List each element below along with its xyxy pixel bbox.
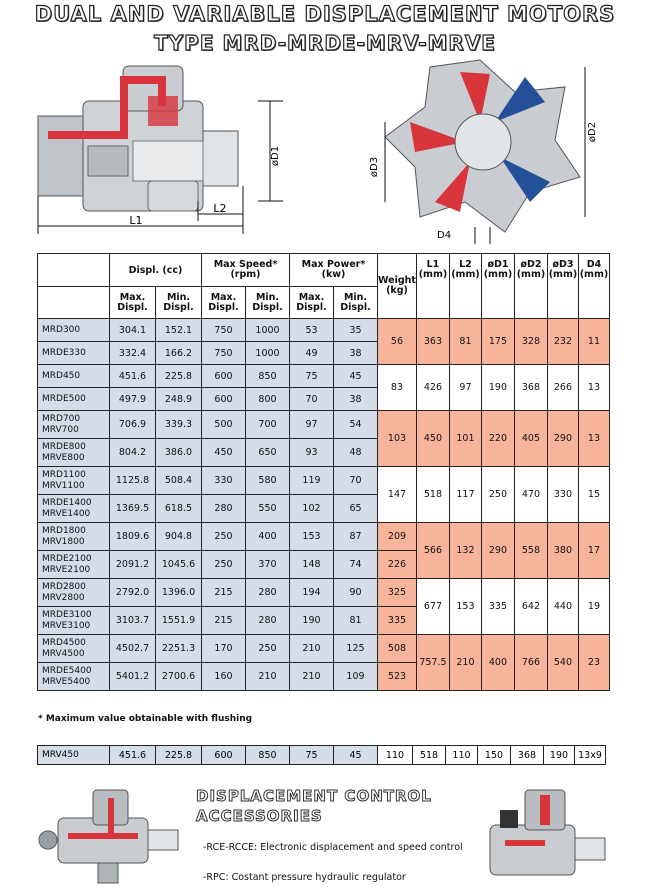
- model-name-line1: MRD1800: [42, 525, 86, 536]
- empty-header-cell: [38, 254, 110, 287]
- l2-cell: 132: [449, 523, 481, 579]
- mrv450-min-power: 45: [334, 746, 378, 765]
- page-subtitle: TYPE MRD-MRDE-MRV-MRVE: [154, 31, 496, 55]
- subheader-max-displ: [110, 287, 156, 319]
- d4-cell: 15: [578, 467, 609, 523]
- min-power-cell: 54: [334, 411, 378, 439]
- l2-cell: 81: [449, 319, 481, 365]
- header-displ: Displ. (cc): [110, 254, 202, 287]
- d2-cell: 368: [514, 365, 547, 411]
- d3-cell: 440: [547, 579, 578, 635]
- max-power-cell: 102: [290, 495, 334, 523]
- min-speed-cell: 1000: [246, 319, 290, 342]
- sub-displ: Displ.: [252, 301, 283, 313]
- min-displ-cell: 166.2: [156, 342, 202, 365]
- l1-cell: 757.5: [416, 635, 449, 691]
- max-displ-cell: 451.6: [110, 365, 156, 388]
- subheader-max-power: [290, 287, 334, 319]
- model-name: [38, 663, 110, 691]
- mrv450-weight: 110: [378, 746, 413, 765]
- model-name: [38, 467, 110, 495]
- mrv450-model: MRV450: [38, 746, 110, 765]
- subheader-max-speed: [202, 287, 246, 319]
- model-name-line2: MRV4500: [42, 648, 85, 659]
- d1-cell: 190: [481, 365, 514, 411]
- max-power-cell: 153: [290, 523, 334, 551]
- max-speed-cell: 215: [202, 579, 246, 607]
- d1-cell: 250: [481, 467, 514, 523]
- model-name: [38, 635, 110, 663]
- weight-cell: 56: [378, 319, 417, 365]
- min-power-cell: 38: [334, 342, 378, 365]
- l1-cell: 677: [416, 579, 449, 635]
- d2-cell: 470: [514, 467, 547, 523]
- model-name: [38, 523, 110, 551]
- model-name-line2: MRV1800: [42, 536, 85, 547]
- min-power-cell: 45: [334, 365, 378, 388]
- header-d3: [547, 254, 578, 319]
- max-speed-cell: 215: [202, 607, 246, 635]
- mrv450-d2: 368: [511, 746, 544, 765]
- d1-cell: 335: [481, 579, 514, 635]
- accessory-item-rce: -RCE-RCCE: Electronic displacement and speed control: [203, 842, 463, 853]
- sub-displ: Displ.: [208, 301, 239, 313]
- min-power-cell: 74: [334, 551, 378, 579]
- min-speed-cell: 400: [246, 523, 290, 551]
- header-d2-b: (mm): [516, 269, 546, 280]
- header-d3-b: (mm): [548, 269, 578, 280]
- max-displ-cell: 2792.0: [110, 579, 156, 607]
- model-name-line2: MRV1100: [42, 480, 85, 491]
- d4-cell: 13: [578, 411, 609, 467]
- min-power-cell: 81: [334, 607, 378, 635]
- mrv450-min-speed: 850: [246, 746, 290, 765]
- sub-displ: Displ.: [163, 301, 194, 313]
- d4-cell: 17: [578, 523, 609, 579]
- max-displ-cell: 804.2: [110, 439, 156, 467]
- max-power-cell: 194: [290, 579, 334, 607]
- max-power-cell: 93: [290, 439, 334, 467]
- weight-cell: 325: [378, 579, 417, 607]
- header-speed-l2: (rpm): [230, 269, 261, 280]
- max-displ-cell: 1809.6: [110, 523, 156, 551]
- header-l1: [416, 254, 449, 319]
- max-displ-cell: 1369.5: [110, 495, 156, 523]
- d3-cell: 540: [547, 635, 578, 691]
- l1-cell: 363: [416, 319, 449, 365]
- max-power-cell: 190: [290, 607, 334, 635]
- header-speed: [202, 254, 290, 287]
- mrv450-table: [37, 745, 606, 765]
- header-d2: [514, 254, 547, 319]
- max-power-cell: 97: [290, 411, 334, 439]
- header-d4: [578, 254, 609, 319]
- page-title: DUAL AND VARIABLE DISPLACEMENT MOTORS: [34, 2, 616, 26]
- label-l1: L1: [129, 214, 143, 227]
- d4-cell: 11: [578, 319, 609, 365]
- min-power-cell: 125: [334, 635, 378, 663]
- min-power-cell: 35: [334, 319, 378, 342]
- mrv450-d1: 150: [478, 746, 511, 765]
- header-power: [290, 254, 378, 287]
- model-name: [38, 411, 110, 439]
- max-power-cell: 75: [290, 365, 334, 388]
- model-name-line1: MRDE2100: [42, 553, 92, 564]
- label-d4: D4: [437, 230, 452, 241]
- d3-cell: 330: [547, 467, 578, 523]
- header-weight-l2: (kg): [386, 285, 408, 296]
- mrv450-d3: 190: [544, 746, 575, 765]
- l2-cell: 97: [449, 365, 481, 411]
- model-name: [38, 365, 110, 388]
- max-speed-cell: 750: [202, 342, 246, 365]
- min-displ-cell: 339.3: [156, 411, 202, 439]
- min-displ-cell: 1045.6: [156, 551, 202, 579]
- model-name-line1: MRD4500: [42, 637, 86, 648]
- max-displ-cell: 304.1: [110, 319, 156, 342]
- model-name: [38, 551, 110, 579]
- min-speed-cell: 1000: [246, 342, 290, 365]
- table-row: [38, 467, 610, 495]
- max-speed-cell: 500: [202, 411, 246, 439]
- max-speed-cell: 170: [202, 635, 246, 663]
- max-speed-cell: 600: [202, 365, 246, 388]
- model-name: [38, 607, 110, 635]
- footnote: * Maximum value obtainable with flushing: [38, 714, 253, 724]
- weight-cell: 147: [378, 467, 417, 523]
- model-name: [38, 579, 110, 607]
- model-name-line1: MRD450: [42, 370, 81, 381]
- d2-cell: 405: [514, 411, 547, 467]
- model-name-line1: MRDE5400: [42, 665, 92, 676]
- min-speed-cell: 280: [246, 579, 290, 607]
- max-speed-cell: 450: [202, 439, 246, 467]
- model-name-line1: MRD300: [42, 324, 81, 335]
- model-name: [38, 319, 110, 342]
- min-power-cell: 65: [334, 495, 378, 523]
- model-name-line1: MRD700: [42, 413, 81, 424]
- label-d3: øD3: [369, 156, 380, 178]
- model-name-line2: MRVE800: [42, 452, 85, 463]
- table-row: [38, 365, 610, 388]
- header-d3-a: øD3: [552, 259, 574, 270]
- mrv450-min-displ: 225.8: [156, 746, 202, 765]
- table-row: [38, 523, 610, 551]
- weight-cell: 508: [378, 635, 417, 663]
- max-speed-cell: 280: [202, 495, 246, 523]
- motor-front-view-diagram: [365, 52, 605, 244]
- mrv450-max-displ: 451.6: [110, 746, 156, 765]
- mrv450-row: [38, 746, 606, 765]
- min-power-cell: 109: [334, 663, 378, 691]
- d2-cell: 328: [514, 319, 547, 365]
- max-speed-cell: 160: [202, 663, 246, 691]
- d3-cell: 380: [547, 523, 578, 579]
- motor-housing: [38, 66, 238, 211]
- max-power-cell: 210: [290, 663, 334, 691]
- header-l2-b: (mm): [451, 269, 480, 280]
- min-displ-cell: 2700.6: [156, 663, 202, 691]
- weight-cell: 335: [378, 607, 417, 635]
- table-row: [38, 319, 610, 342]
- max-displ-cell: 2091.2: [110, 551, 156, 579]
- table-row: [38, 411, 610, 439]
- sub-min: Min.: [255, 291, 280, 303]
- min-displ-cell: 225.8: [156, 365, 202, 388]
- min-power-cell: 87: [334, 523, 378, 551]
- d2-cell: 766: [514, 635, 547, 691]
- header-d1-b: (mm): [483, 269, 513, 280]
- min-speed-cell: 210: [246, 663, 290, 691]
- motor-side-section-diagram: [8, 56, 298, 246]
- subheader-min-power: [334, 287, 378, 319]
- min-speed-cell: 800: [246, 388, 290, 411]
- l1-cell: 566: [416, 523, 449, 579]
- label-l2: L2: [213, 202, 227, 215]
- weight-cell: 523: [378, 663, 417, 691]
- d1-cell: 220: [481, 411, 514, 467]
- max-displ-cell: 4502.7: [110, 635, 156, 663]
- model-name-line1: MRDE330: [42, 347, 86, 358]
- sub-displ: Displ.: [340, 301, 371, 313]
- l2-cell: 117: [449, 467, 481, 523]
- model-name-line1: MRD2800: [42, 581, 86, 592]
- model-name-line2: MRV700: [42, 424, 79, 435]
- specs-table: [37, 253, 610, 691]
- header-d4-a: D4: [586, 259, 602, 270]
- max-displ-cell: 497.9: [110, 388, 156, 411]
- min-speed-cell: 580: [246, 467, 290, 495]
- weight-cell: 209: [378, 523, 417, 551]
- d1-cell: 400: [481, 635, 514, 691]
- model-name-line2: MRVE2100: [42, 564, 91, 575]
- d3-cell: 290: [547, 411, 578, 467]
- mrv450-max-speed: 600: [202, 746, 246, 765]
- sub-max: Max.: [210, 291, 237, 303]
- max-power-cell: 70: [290, 388, 334, 411]
- weight-cell: 226: [378, 551, 417, 579]
- min-displ-cell: 618.5: [156, 495, 202, 523]
- model-name-line1: MRDE500: [42, 393, 86, 404]
- min-displ-cell: 508.4: [156, 467, 202, 495]
- max-displ-cell: 5401.2: [110, 663, 156, 691]
- max-speed-cell: 600: [202, 388, 246, 411]
- model-name-line2: MRVE3100: [42, 620, 91, 631]
- sub-displ: Displ.: [296, 301, 327, 313]
- d4-cell: 13: [578, 365, 609, 411]
- star-body: [385, 60, 580, 232]
- min-power-cell: 38: [334, 388, 378, 411]
- model-name-line1: MRD1100: [42, 469, 86, 480]
- header-d2-a: øD2: [520, 259, 542, 270]
- model-name-line1: MRDE3100: [42, 609, 92, 620]
- min-speed-cell: 370: [246, 551, 290, 579]
- d1-cell: 175: [481, 319, 514, 365]
- d2-cell: 558: [514, 523, 547, 579]
- min-displ-cell: 248.9: [156, 388, 202, 411]
- min-speed-cell: 280: [246, 607, 290, 635]
- max-displ-cell: 706.9: [110, 411, 156, 439]
- accessories-title-line2: ACCESSORIES: [196, 807, 323, 825]
- sub-min: Min.: [343, 291, 368, 303]
- header-speed-l1: Max Speed*: [213, 259, 278, 270]
- model-name: [38, 388, 110, 411]
- d3-cell: 266: [547, 365, 578, 411]
- header-power-l2: (kw): [321, 269, 346, 280]
- model-name: [38, 439, 110, 467]
- l2-cell: 101: [449, 411, 481, 467]
- l2-cell: 153: [449, 579, 481, 635]
- mrv450-max-power: 75: [290, 746, 334, 765]
- header-l1-b: (mm): [418, 269, 448, 280]
- label-d2: øD2: [587, 121, 598, 143]
- subheader-min-displ: [156, 287, 202, 319]
- label-d1: øD1: [270, 145, 281, 167]
- sub-max: Max.: [119, 291, 146, 303]
- model-name-line2: MRVE5400: [42, 676, 91, 687]
- max-speed-cell: 750: [202, 319, 246, 342]
- header-weight: [378, 254, 417, 319]
- d2-cell: 642: [514, 579, 547, 635]
- header-d4-b: (mm): [579, 269, 609, 280]
- header-d1-a: øD1: [487, 259, 509, 270]
- header-power-l1: Max Power*: [301, 259, 366, 270]
- l2-cell: 210: [449, 635, 481, 691]
- specs-table-body: [38, 319, 610, 691]
- max-displ-cell: 3103.7: [110, 607, 156, 635]
- max-speed-cell: 250: [202, 551, 246, 579]
- min-speed-cell: 650: [246, 439, 290, 467]
- table-row: [38, 635, 610, 663]
- accessories-title: [196, 786, 432, 826]
- header-l2-a: L2: [459, 259, 472, 270]
- max-speed-cell: 330: [202, 467, 246, 495]
- min-displ-cell: 1551.9: [156, 607, 202, 635]
- max-power-cell: 53: [290, 319, 334, 342]
- table-row: [38, 579, 610, 607]
- l1-cell: 450: [416, 411, 449, 467]
- header-weight-l1: Weight: [378, 275, 416, 286]
- subheader-min-speed: [246, 287, 290, 319]
- mrv450-d4: 13x9: [575, 746, 606, 765]
- min-power-cell: 48: [334, 439, 378, 467]
- accessories-title-line1: DISPLACEMENT CONTROL: [196, 787, 432, 805]
- min-displ-cell: 1396.0: [156, 579, 202, 607]
- max-power-cell: 148: [290, 551, 334, 579]
- min-displ-cell: 152.1: [156, 319, 202, 342]
- control-unit-cutaway-image: [38, 778, 188, 888]
- model-name-line2: MRVE1400: [42, 508, 91, 519]
- min-speed-cell: 700: [246, 411, 290, 439]
- max-power-cell: 210: [290, 635, 334, 663]
- model-name-line1: MRDE1400: [42, 497, 92, 508]
- sub-max: Max.: [298, 291, 325, 303]
- max-power-cell: 119: [290, 467, 334, 495]
- d3-cell: 232: [547, 319, 578, 365]
- model-name: [38, 495, 110, 523]
- header-l2: [449, 254, 481, 319]
- weight-cell: 103: [378, 411, 417, 467]
- min-speed-cell: 850: [246, 365, 290, 388]
- min-power-cell: 90: [334, 579, 378, 607]
- model-name: [38, 342, 110, 365]
- min-power-cell: 70: [334, 467, 378, 495]
- weight-cell: 83: [378, 365, 417, 411]
- min-displ-cell: 386.0: [156, 439, 202, 467]
- mrv450-l1: 518: [413, 746, 446, 765]
- min-displ-cell: 904.8: [156, 523, 202, 551]
- empty-header-cell: [38, 287, 110, 319]
- sub-displ: Displ.: [117, 301, 148, 313]
- max-displ-cell: 332.4: [110, 342, 156, 365]
- l1-cell: 426: [416, 365, 449, 411]
- sub-min: Min.: [166, 291, 191, 303]
- model-name-line1: MRDE800: [42, 441, 86, 452]
- header-d1: [481, 254, 514, 319]
- mrv450-l2: 110: [446, 746, 478, 765]
- accessory-item-rpc: -RPC: Costant pressure hydraulic regulator: [203, 872, 406, 883]
- max-displ-cell: 1125.8: [110, 467, 156, 495]
- header-l1-a: L1: [426, 259, 440, 270]
- model-name-line2: MRV2800: [42, 592, 85, 603]
- d4-cell: 23: [578, 635, 609, 691]
- d1-cell: 290: [481, 523, 514, 579]
- min-displ-cell: 2251.3: [156, 635, 202, 663]
- min-speed-cell: 250: [246, 635, 290, 663]
- max-speed-cell: 250: [202, 523, 246, 551]
- regulator-motor-image: [480, 780, 610, 890]
- max-power-cell: 49: [290, 342, 334, 365]
- min-speed-cell: 550: [246, 495, 290, 523]
- l1-cell: 518: [416, 467, 449, 523]
- d4-cell: 19: [578, 579, 609, 635]
